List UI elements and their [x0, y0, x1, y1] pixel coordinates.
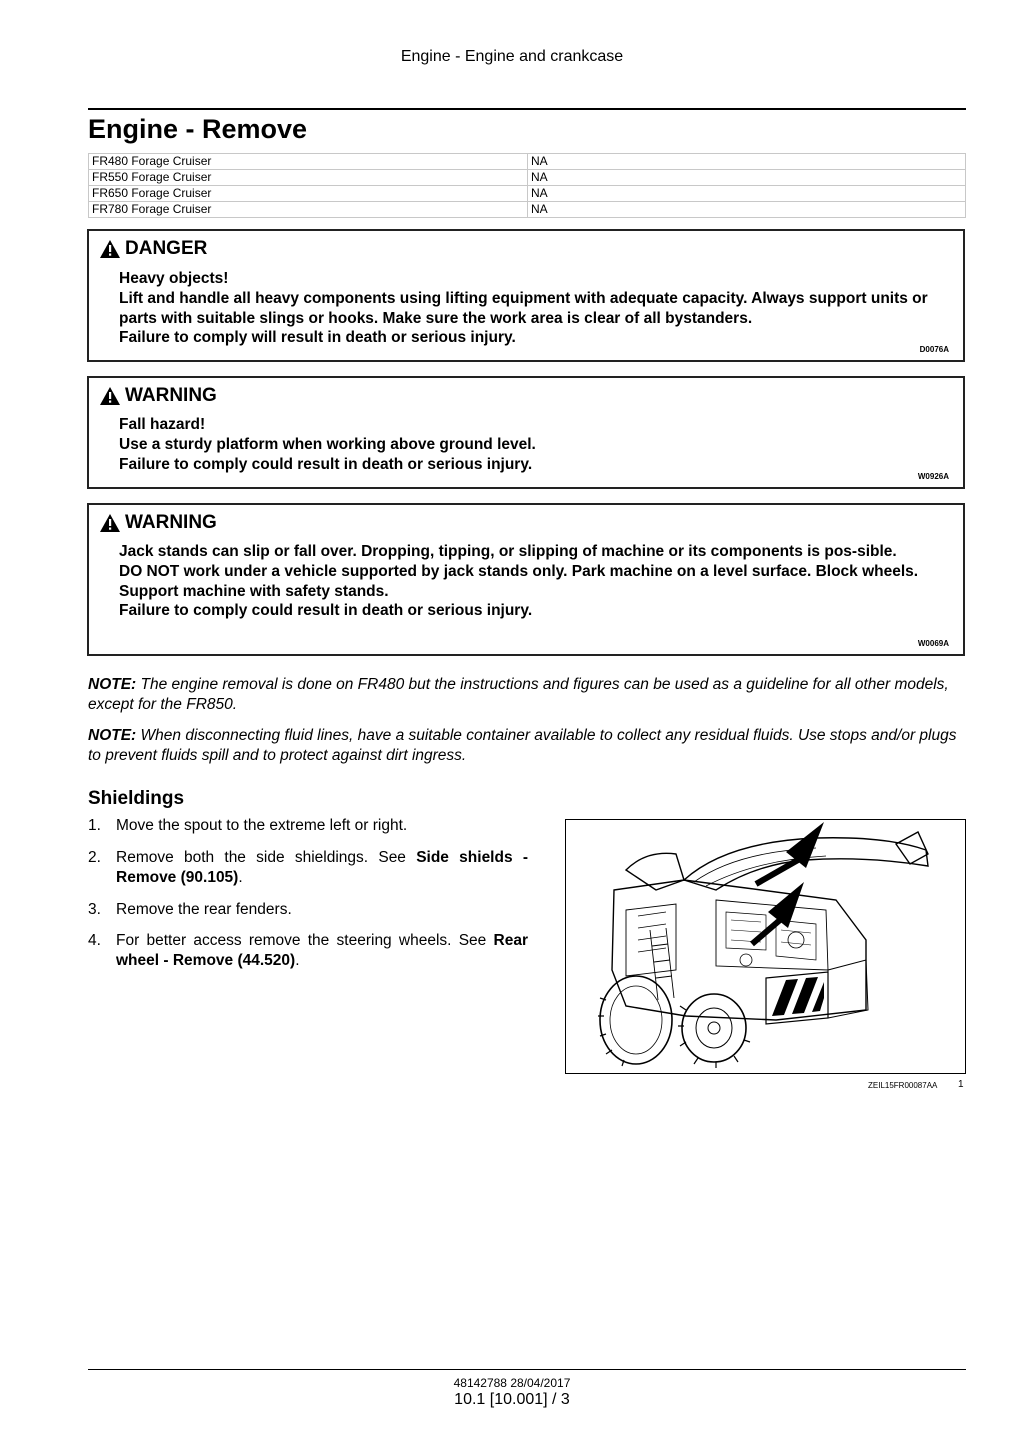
- document-id: 48142788 28/04/2017: [453, 1376, 571, 1390]
- figure-code: ZEIL15FR00087AA: [868, 1081, 938, 1090]
- note-label: NOTE:: [88, 676, 137, 693]
- step-number: 3.: [88, 901, 101, 918]
- table-row: [89, 154, 966, 170]
- note-label: NOTE:: [88, 727, 137, 744]
- warning-line: Failure to comply could result in death or serious injury.: [119, 602, 533, 620]
- warning-label: WARNING: [125, 385, 217, 406]
- step-text: [116, 848, 528, 888]
- step-text: [116, 931, 528, 971]
- note-paragraph: [88, 726, 968, 766]
- warning-line: Failure to comply could result in death or serious injury.: [119, 455, 533, 473]
- danger-header: [99, 238, 207, 260]
- note-paragraph: [88, 675, 968, 715]
- warning-text: [119, 542, 937, 621]
- step-number: 2.: [88, 849, 101, 866]
- warning-line: Jack stands can slip or fall over. Dropping, tipping, or slipping of machine or its components is pos-sible.: [119, 543, 897, 560]
- danger-line: Lift and handle all heavy components using lifting equipment with adequate capacity. Always support units or parts with suitable slings or hooks. Make sure the work area is clear of all bystanders.: [119, 289, 928, 327]
- forage-harvester-illustration: [566, 820, 964, 1072]
- warning-box-fall: [87, 376, 965, 489]
- warning-line: Use a sturdy platform when working above ground level.: [119, 435, 536, 453]
- page-header: Engine - Engine and crankcase: [400, 48, 624, 65]
- note-text: The engine removal is done on FR480 but the instructions and figures can be used as a guideline for all other models, except for the FR850.: [88, 676, 949, 713]
- footer-rule: [88, 1369, 966, 1370]
- model-name: FR550 Forage Cruiser: [89, 170, 528, 186]
- danger-box: [87, 229, 965, 362]
- model-value: NA: [528, 154, 966, 170]
- note-text: When disconnecting fluid lines, have a suitable container available to collect any residual fluids. Use stops and/or plugs to prevent fluids spill and to protect against dirt ingress.: [88, 727, 957, 764]
- warning-code: W0926A: [917, 472, 949, 481]
- model-table: [88, 153, 966, 218]
- step-body: Remove the rear fenders.: [116, 901, 292, 918]
- warning-box-jack-stands: [87, 503, 965, 656]
- model-name: FR480 Forage Cruiser: [89, 154, 528, 170]
- list-item: [88, 816, 528, 836]
- step-tail: .: [295, 952, 300, 969]
- model-name: FR650 Forage Cruiser: [89, 186, 528, 202]
- list-item: [88, 848, 528, 888]
- table-row: [89, 186, 966, 202]
- table-row: [89, 202, 966, 218]
- warning-text: [119, 415, 937, 474]
- step-text: [116, 900, 528, 920]
- danger-line: Heavy objects!: [119, 270, 229, 287]
- list-item: [88, 900, 528, 920]
- step-body: For better access remove the steering wheels. See: [116, 932, 494, 949]
- step-number: 1.: [88, 817, 101, 834]
- danger-code: D0076A: [919, 345, 949, 354]
- page-reference: 10.1 [10.001] / 3: [454, 1391, 570, 1408]
- figure-frame: [565, 819, 966, 1074]
- table-row: [89, 170, 966, 186]
- model-value: NA: [528, 170, 966, 186]
- danger-text: [119, 269, 937, 348]
- section-heading: Shieldings: [88, 788, 185, 809]
- warning-triangle-icon: [99, 386, 121, 406]
- cross-reference-link[interactable]: Side shields - Remove (90.105): [116, 849, 528, 886]
- warning-label: WARNING: [125, 512, 217, 533]
- model-value: NA: [528, 202, 966, 218]
- warning-triangle-icon: [99, 239, 121, 259]
- danger-line: Failure to comply will result in death or serious injury.: [119, 329, 516, 347]
- step-tail: .: [238, 869, 243, 886]
- figure-number: 1: [958, 1079, 964, 1090]
- list-item: [88, 931, 528, 971]
- warning-line: Fall hazard!: [119, 416, 206, 433]
- warning-header: [99, 512, 217, 534]
- warning-line: DO NOT work under a vehicle supported by jack stands only. Park machine on a level surface. Block wheels. Support machine with safety stands.: [119, 562, 919, 600]
- step-number: 4.: [88, 932, 101, 949]
- warning-code: W0069A: [917, 639, 949, 648]
- model-value: NA: [528, 186, 966, 202]
- warning-triangle-icon: [99, 513, 121, 533]
- header-rule: [88, 108, 966, 110]
- step-body: Remove both the side shieldings. See: [116, 849, 417, 866]
- warning-header: [99, 385, 217, 407]
- model-name: FR780 Forage Cruiser: [89, 202, 528, 218]
- page-title: Engine - Remove: [88, 114, 308, 144]
- step-body: Move the spout to the extreme left or right.: [116, 817, 408, 834]
- cross-reference-link[interactable]: Rear wheel - Remove (44.520): [116, 932, 528, 969]
- danger-label: DANGER: [125, 238, 208, 259]
- step-text: [116, 816, 528, 836]
